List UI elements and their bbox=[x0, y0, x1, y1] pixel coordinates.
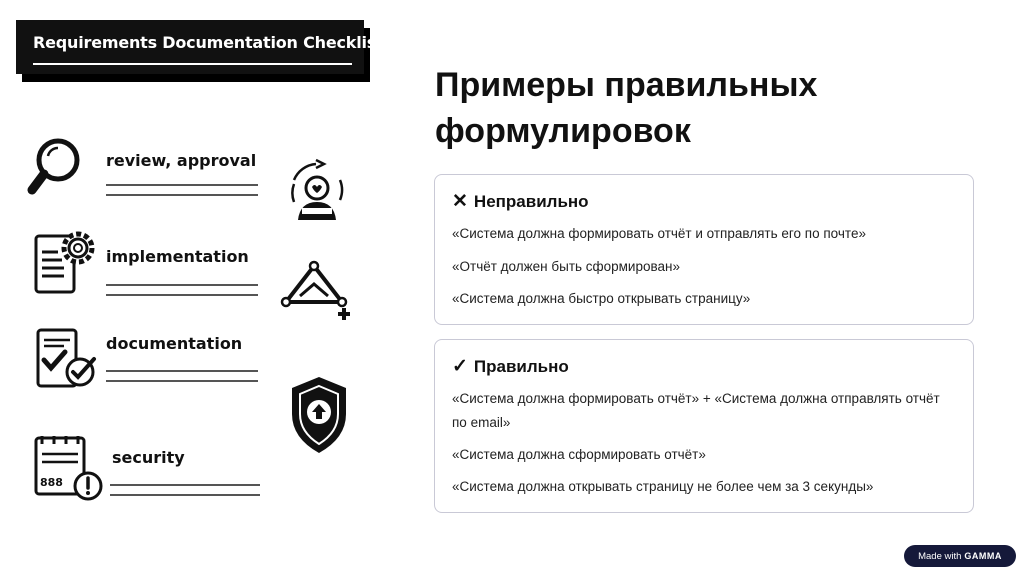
magnifier-icon bbox=[26, 136, 86, 200]
triangle-plus-icon bbox=[278, 258, 356, 322]
badge-prefix: Made with bbox=[918, 550, 962, 562]
right-heading bbox=[452, 355, 569, 378]
right-example: «Система должна сформировать отчёт» bbox=[452, 447, 706, 462]
checklist-item-documentation: documentation bbox=[106, 334, 243, 353]
checklist-line bbox=[110, 494, 260, 496]
checklist-item-security: security bbox=[112, 448, 185, 467]
checklist-illustration bbox=[0, 0, 400, 574]
right-example: «Система должна формировать отчёт» + «Система должна отправлять отчёт по email» bbox=[452, 391, 940, 430]
checklist-line bbox=[106, 184, 258, 186]
made-with-gamma-badge[interactable] bbox=[904, 545, 1016, 567]
wrong-heading bbox=[452, 190, 589, 213]
wrong-heading-text: Неправильно bbox=[473, 191, 589, 211]
wrong-example: «Система должна формировать отчёт и отправлять его по почте» bbox=[452, 226, 866, 241]
right-example: «Система должна открывать страницу не более чем за 3 секунды» bbox=[452, 479, 874, 494]
page-title bbox=[435, 62, 995, 154]
banner-title: Requirements Documentation Checklist bbox=[33, 33, 384, 52]
wrong-example: «Система должна быстро открывать страницу» bbox=[452, 291, 751, 306]
page-title-line2: формулировок bbox=[435, 112, 691, 150]
right-heading-text: Правильно bbox=[473, 356, 569, 376]
checklist-banner bbox=[16, 20, 384, 74]
checklist-document-icon bbox=[34, 326, 100, 390]
svg-text:888: 888 bbox=[40, 476, 63, 489]
page-title-line1: Примеры правильных bbox=[435, 66, 818, 104]
checklist-line bbox=[106, 294, 258, 296]
right-examples-card bbox=[434, 339, 974, 513]
shield-upload-icon bbox=[288, 374, 350, 456]
checklist-line bbox=[106, 284, 258, 286]
checklist-line bbox=[106, 380, 258, 382]
wrong-example: «Отчёт должен быть сформирован» bbox=[452, 259, 680, 274]
checklist-line bbox=[106, 370, 258, 372]
badge-brand: GAMMA bbox=[964, 551, 1002, 561]
checklist-line bbox=[110, 484, 260, 486]
checklist-item-review: review, approval bbox=[106, 151, 257, 170]
check-icon: ✓ bbox=[452, 356, 468, 377]
banner-rule bbox=[33, 63, 352, 65]
cross-icon: ✕ bbox=[452, 191, 468, 212]
user-heart-cycle-icon bbox=[284, 158, 350, 224]
wrong-examples-card bbox=[434, 174, 974, 325]
checklist-item-implementation: implementation bbox=[106, 247, 249, 266]
calendar-alert-icon bbox=[32, 432, 104, 502]
gear-document-icon bbox=[32, 226, 100, 296]
checklist-line bbox=[106, 194, 258, 196]
